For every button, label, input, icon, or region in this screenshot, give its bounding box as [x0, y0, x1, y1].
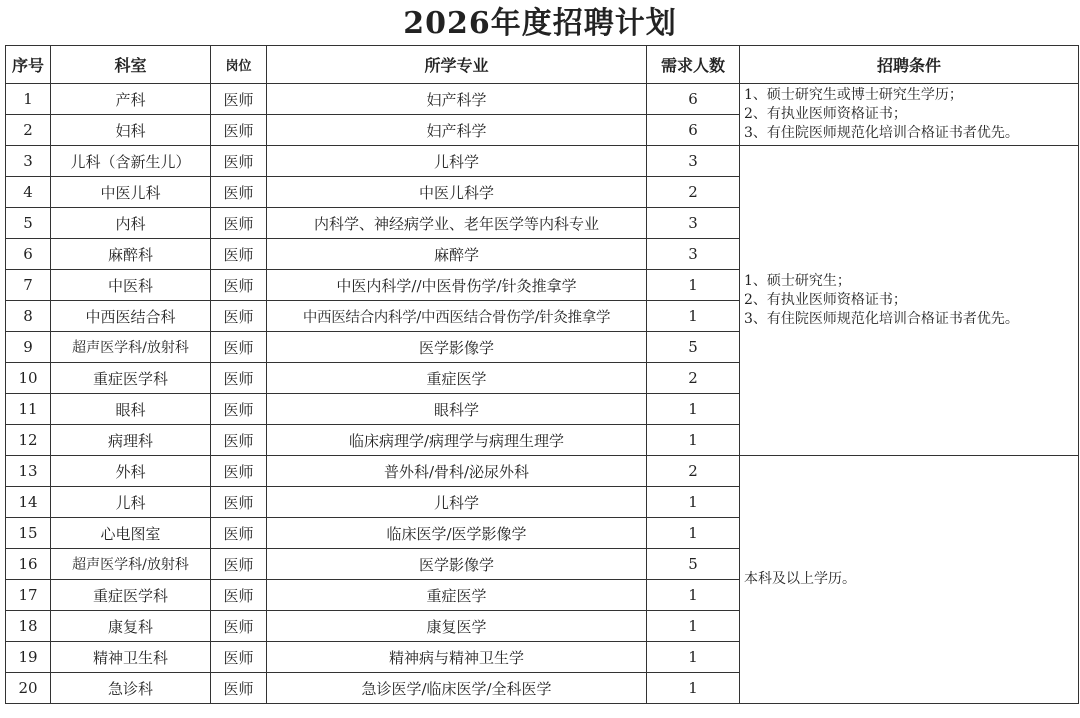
row-post: 医师: [211, 270, 267, 301]
row-no: 7: [6, 270, 51, 301]
row-post: 医师: [211, 487, 267, 518]
row-post: 医师: [211, 642, 267, 673]
condition-line: 1、硕士研究生或博士研究生学历；: [744, 87, 963, 103]
row-post: 医师: [211, 363, 267, 394]
row-major: 普外科/骨科/泌尿外科: [267, 456, 647, 487]
row-post: 医师: [211, 84, 267, 115]
row-no: 15: [6, 518, 51, 549]
row-major: 临床病理学/病理学与病理生理学: [267, 425, 647, 456]
row-major: 儿科学: [267, 146, 647, 177]
row-post: 医师: [211, 115, 267, 146]
row-dept: 重症医学科: [51, 363, 211, 394]
row-major: 医学影像学: [267, 332, 647, 363]
conditions-group3: [740, 456, 1079, 704]
row-no: 1: [6, 84, 51, 115]
row-dept: 超声医学科/放射科: [51, 549, 211, 580]
condition-line: 本科及以上学历。: [744, 571, 856, 587]
row-no: 20: [6, 673, 51, 704]
row-dept: 中西医结合科: [51, 301, 211, 332]
row-count: 5: [647, 332, 740, 363]
row-major: 康复医学: [267, 611, 647, 642]
row-post: 医师: [211, 580, 267, 611]
row-post: 医师: [211, 425, 267, 456]
row-post: 医师: [211, 208, 267, 239]
row-dept: 精神卫生科: [51, 642, 211, 673]
row-no: 11: [6, 394, 51, 425]
row-count: 1: [647, 270, 740, 301]
row-major: 妇产科学: [267, 84, 647, 115]
row-count: 1: [647, 301, 740, 332]
row-major: 重症医学: [267, 363, 647, 394]
row-count: 2: [647, 177, 740, 208]
row-count: 2: [647, 456, 740, 487]
row-no: 6: [6, 239, 51, 270]
row-count: 1: [647, 518, 740, 549]
row-count: 1: [647, 642, 740, 673]
row-major: 临床医学/医学影像学: [267, 518, 647, 549]
row-count: 3: [647, 208, 740, 239]
row-major: 眼科学: [267, 394, 647, 425]
row-dept: 麻醉科: [51, 239, 211, 270]
row-major: 重症医学: [267, 580, 647, 611]
row-post: 医师: [211, 518, 267, 549]
row-post: 医师: [211, 394, 267, 425]
row-no: 10: [6, 363, 51, 394]
row-no: 19: [6, 642, 51, 673]
condition-line: 3、有住院医师规范化培训合格证书者优先。: [744, 311, 1019, 327]
row-no: 17: [6, 580, 51, 611]
row-no: 16: [6, 549, 51, 580]
row-dept: 病理科: [51, 425, 211, 456]
row-post: 医师: [211, 146, 267, 177]
row-post: 医师: [211, 239, 267, 270]
row-post: 医师: [211, 301, 267, 332]
row-major: 医学影像学: [267, 549, 647, 580]
header-cond: 招聘条件: [740, 46, 1079, 84]
row-major: 儿科学: [267, 487, 647, 518]
row-dept: 眼科: [51, 394, 211, 425]
header-dept: 科室: [51, 46, 211, 84]
table-row: [6, 84, 1079, 115]
row-no: 13: [6, 456, 51, 487]
row-dept: 内科: [51, 208, 211, 239]
row-count: 1: [647, 394, 740, 425]
recruitment-table: [5, 45, 1079, 704]
row-no: 8: [6, 301, 51, 332]
row-post: 医师: [211, 549, 267, 580]
row-post: 医师: [211, 611, 267, 642]
header-post: 岗位: [211, 46, 267, 84]
row-post: 医师: [211, 177, 267, 208]
row-count: 1: [647, 425, 740, 456]
row-dept: 心电图室: [51, 518, 211, 549]
row-no: 18: [6, 611, 51, 642]
row-post: 医师: [211, 456, 267, 487]
header-count: 需求人数: [647, 46, 740, 84]
row-post: 医师: [211, 673, 267, 704]
row-dept: 急诊科: [51, 673, 211, 704]
row-major: 内科学、神经病学业、老年医学等内科专业: [267, 208, 647, 239]
condition-line: 2、有执业医师资格证书；: [744, 292, 907, 308]
row-count: 1: [647, 673, 740, 704]
row-post: 医师: [211, 332, 267, 363]
row-no: 2: [6, 115, 51, 146]
row-count: 6: [647, 115, 740, 146]
row-dept: 妇科: [51, 115, 211, 146]
row-count: 3: [647, 146, 740, 177]
page-title: 2026年度招聘计划: [403, 6, 677, 41]
conditions-group1: [740, 84, 1079, 146]
row-major: 妇产科学: [267, 115, 647, 146]
row-dept: 中医儿科: [51, 177, 211, 208]
row-count: 1: [647, 580, 740, 611]
conditions-group2: [740, 146, 1079, 456]
table-row: [6, 456, 1079, 487]
table-row: [6, 146, 1079, 177]
row-major: 中西医结合内科学/中西医结合骨伤学/针灸推拿学: [267, 301, 647, 332]
row-dept: 外科: [51, 456, 211, 487]
row-dept: 超声医学科/放射科: [51, 332, 211, 363]
header-no: 序号: [6, 46, 51, 84]
row-no: 14: [6, 487, 51, 518]
row-count: 1: [647, 611, 740, 642]
table-header-row: [6, 46, 1079, 84]
row-no: 9: [6, 332, 51, 363]
row-major: 精神病与精神卫生学: [267, 642, 647, 673]
row-dept: 重症医学科: [51, 580, 211, 611]
condition-line: 3、有住院医师规范化培训合格证书者优先。: [744, 125, 1019, 141]
condition-line: 2、有执业医师资格证书；: [744, 106, 907, 122]
row-count: 3: [647, 239, 740, 270]
row-dept: 儿科（含新生儿）: [51, 146, 211, 177]
row-dept: 儿科: [51, 487, 211, 518]
row-no: 12: [6, 425, 51, 456]
row-major: 麻醉学: [267, 239, 647, 270]
row-dept: 康复科: [51, 611, 211, 642]
row-count: 6: [647, 84, 740, 115]
row-major: 中医内科学//中医骨伤学/针灸推拿学: [267, 270, 647, 301]
condition-line: 1、硕士研究生；: [744, 273, 851, 289]
row-major: 急诊医学/临床医学/全科医学: [267, 673, 647, 704]
row-no: 5: [6, 208, 51, 239]
row-no: 4: [6, 177, 51, 208]
row-dept: 产科: [51, 84, 211, 115]
row-count: 5: [647, 549, 740, 580]
header-major: 所学专业: [267, 46, 647, 84]
row-count: 2: [647, 363, 740, 394]
row-dept: 中医科: [51, 270, 211, 301]
row-no: 3: [6, 146, 51, 177]
row-count: 1: [647, 487, 740, 518]
row-major: 中医儿科学: [267, 177, 647, 208]
